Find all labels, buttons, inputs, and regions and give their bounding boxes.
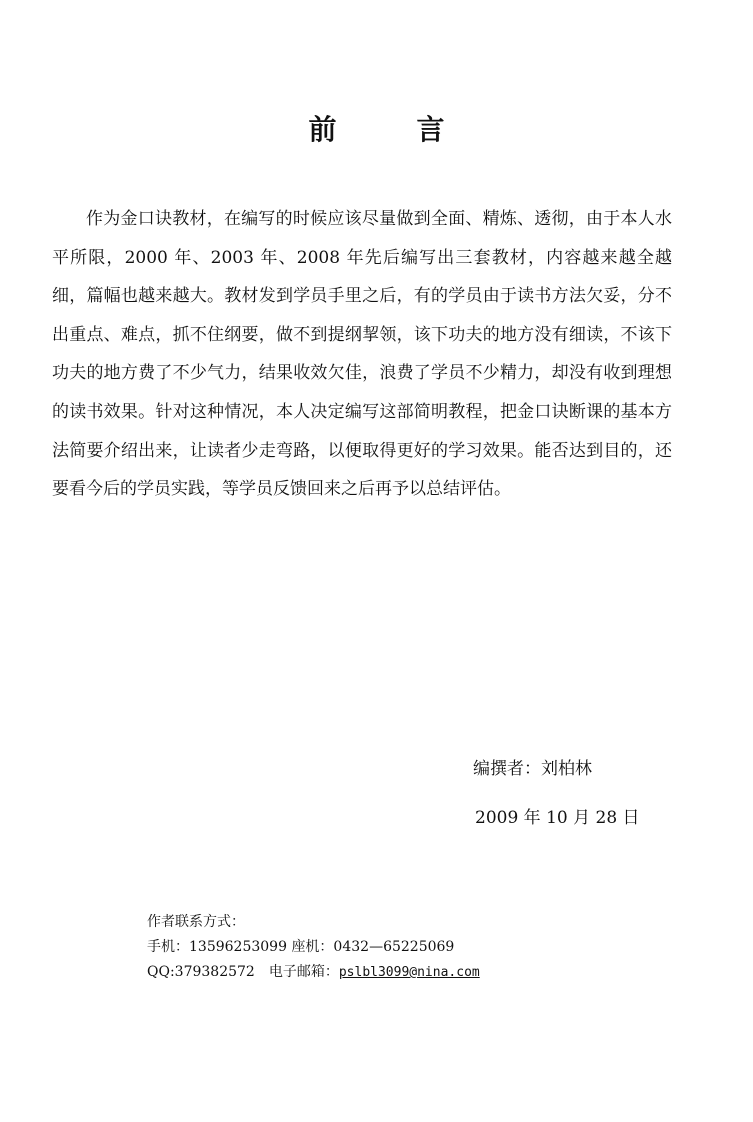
title-char-1: 前 [308,113,337,146]
signature-date: 2009 年 10 月 28 日 [475,808,640,828]
landline-number: 座机：0432—65225069 [291,939,455,955]
preface-paragraph: 作为金口诀教材，在编写的时候应该尽量做到全面、精炼、透彻，由于本人水平所限，2000 年、2003 年、2008 年先后编写出三套教材，内容越来越全越细，篇幅也越来越大。教材发到学员手里之后，有的学员由于读书方法欠妥，分不出重点、难点，抓不住纲要，做不到提纲挈领，该下功夫的地方没有细读，不该下功夫的地方费了不少气力，结果收效欠佳，浪费了学员不少精力，却没有收到理想的读书效果。针对这种情况，本人决定编写这部简明教程，把金口诀断课的基本方法简要介绍出来，让读者少走弯路，以便取得更好的学习效果。能否达到目的，还要看今后的学员实践，等学员反馈回来之后再予以总结评估。 [52,209,672,500]
page-title [0,108,753,148]
title-char-2: 言 [416,113,445,146]
preface-body [52,200,672,509]
contact-heading: 作者联系方式： [147,914,245,930]
contact-online-row [147,960,480,985]
author-signature: 编撰者：刘柏林 [473,759,592,779]
qq-number: QQ:379382572 [147,964,255,980]
mobile-number: 手机：13596253099 [147,939,287,955]
contact-phone-row [147,935,480,960]
email-link[interactable]: pslbl3099@nina.com [338,965,480,980]
email-label: 电子邮箱： [268,964,339,980]
contact-block [147,910,480,985]
